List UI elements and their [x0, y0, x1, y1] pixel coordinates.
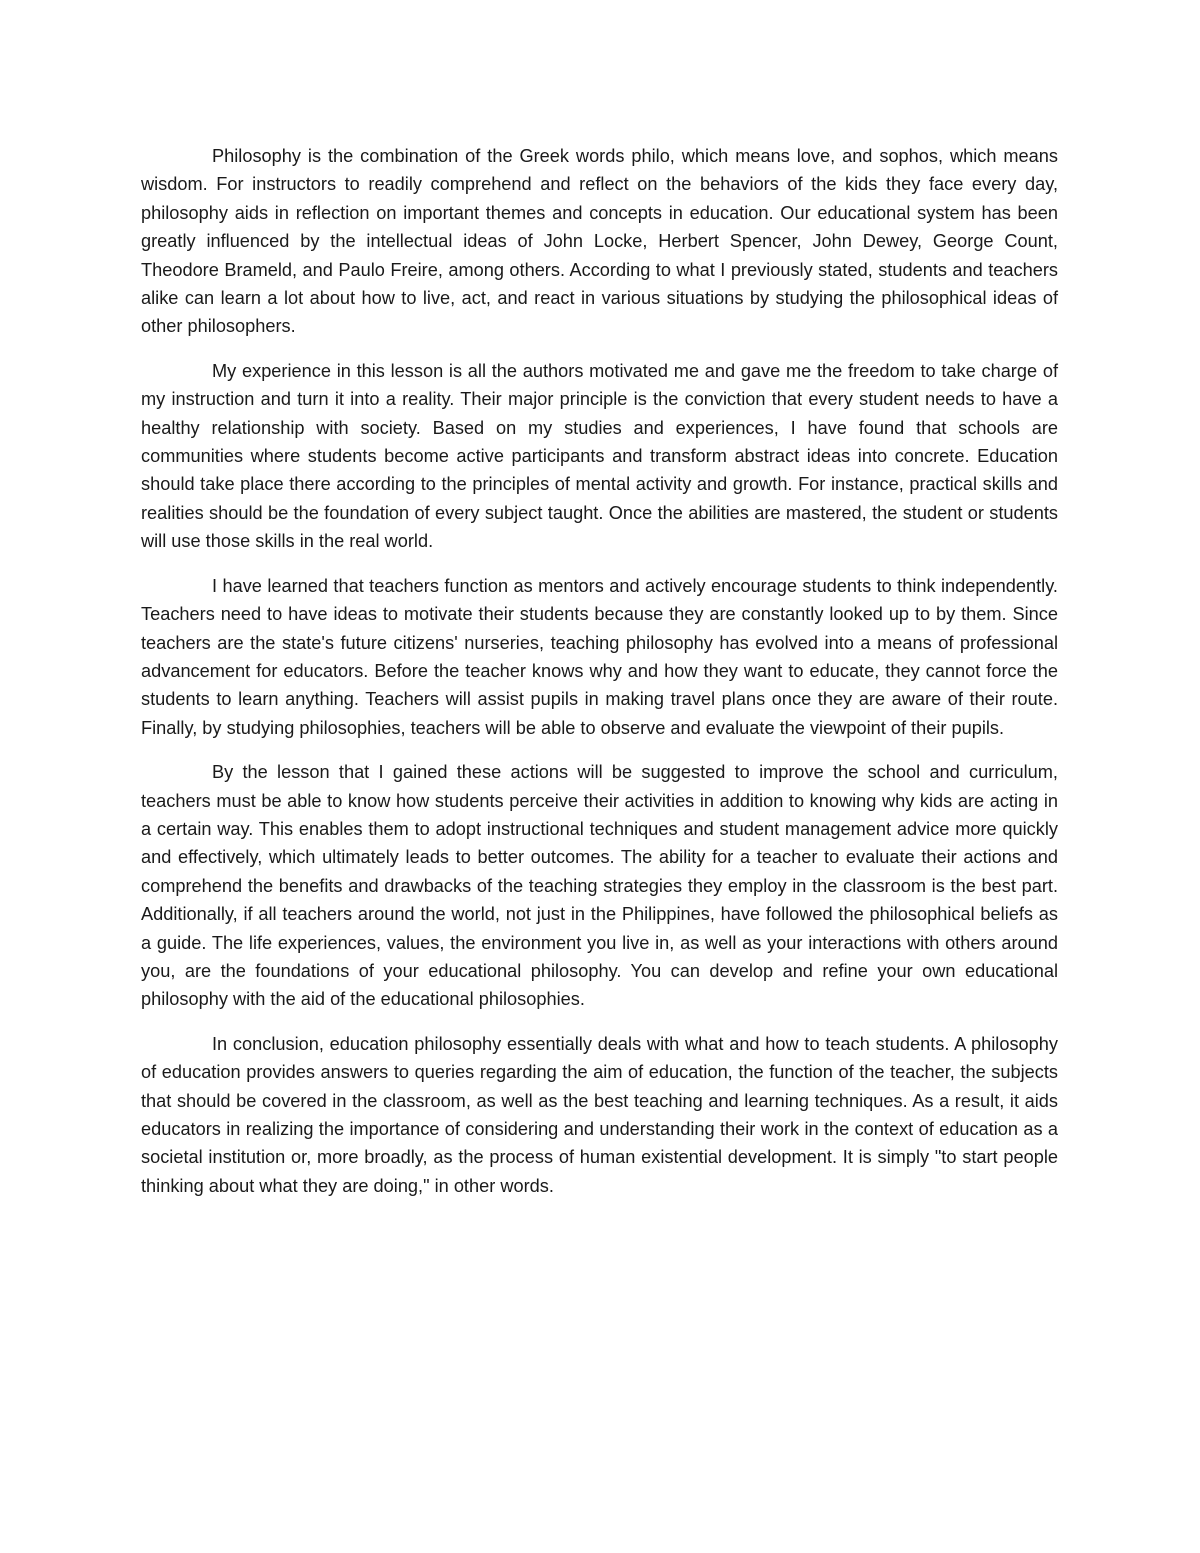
- paragraph-4: By the lesson that I gained these actions will be suggested to improve the school and curriculum, teachers must be able to know how students perceive their activities in addition to knowing why kids are acting in a certain way. This enables them to adopt instructional techniques and student management advice more quickly and effectively, which ultimately leads to better outcomes. The ability for a teacher to evaluate their actions and comprehend the benefits and drawbacks of the teaching strategies they employ in the classroom is the best part. Additionally, if all teachers around the world, not just in the Philippines, have followed the philosophical beliefs as a guide. The life experiences, values, the environment you live in, as well as your interactions with others around you, are the foundations of your educational philosophy. You can develop and refine your own educational philosophy with the aid of the educational philosophies.: [141, 762, 1058, 1010]
- paragraph-5: In conclusion, education philosophy essentially deals with what and how to teach students. A philosophy of education provides answers to queries regarding the aim of education, the function of the teacher, the subjects that should be covered in the classroom, as well as the best teaching and learning techniques. As a result, it aids educators in realizing the importance of considering and understanding their work in the context of education as a societal institution or, more broadly, as the process of human existential development. It is simply "to start people thinking about what they are doing," in other words.: [141, 1033, 1058, 1196]
- document-body: [141, 142, 1058, 1216]
- paragraph-1: Philosophy is the combination of the Greek words philo, which means love, and sophos, which means wisdom. For instructors to readily comprehend and reflect on the behaviors of the kids they face every day, philosophy aids in reflection on important themes and concepts in education. Our educational system has been greatly influenced by the intellectual ideas of John Locke, Herbert Spencer, John Dewey, George Count, Theodore Brameld, and Paulo Freire, among others. According to what I previously stated, students and teachers alike can learn a lot about how to live, act, and react in various situations by studying the philosophical ideas of other philosophers.: [141, 146, 1058, 337]
- paragraph-3: I have learned that teachers function as mentors and actively encourage students to think independently. Teachers need to have ideas to motivate their students because they are constantly looked up to by them. Since teachers are the state's future citizens' nurseries, teaching philosophy has evolved into a means of professional advancement for educators. Before the teacher knows why and how they want to educate, they cannot force the students to learn anything. Teachers will assist pupils in making travel plans once they are aware of their route. Finally, by studying philosophies, teachers will be able to observe and evaluate the viewpoint of their pupils.: [141, 575, 1058, 738]
- paragraph-2: My experience in this lesson is all the authors motivated me and gave me the freedom to take charge of my instruction and turn it into a reality. Their major principle is the conviction that every student needs to have a healthy relationship with society. Based on my studies and experiences, I have found that schools are communities where students become active participants and transform abstract ideas into concrete. Education should take place there according to the principles of mental activity and growth. For instance, practical skills and realities should be the foundation of every subject taught. Once the abilities are mastered, the student or students will use those skills in the real world.: [141, 360, 1058, 552]
